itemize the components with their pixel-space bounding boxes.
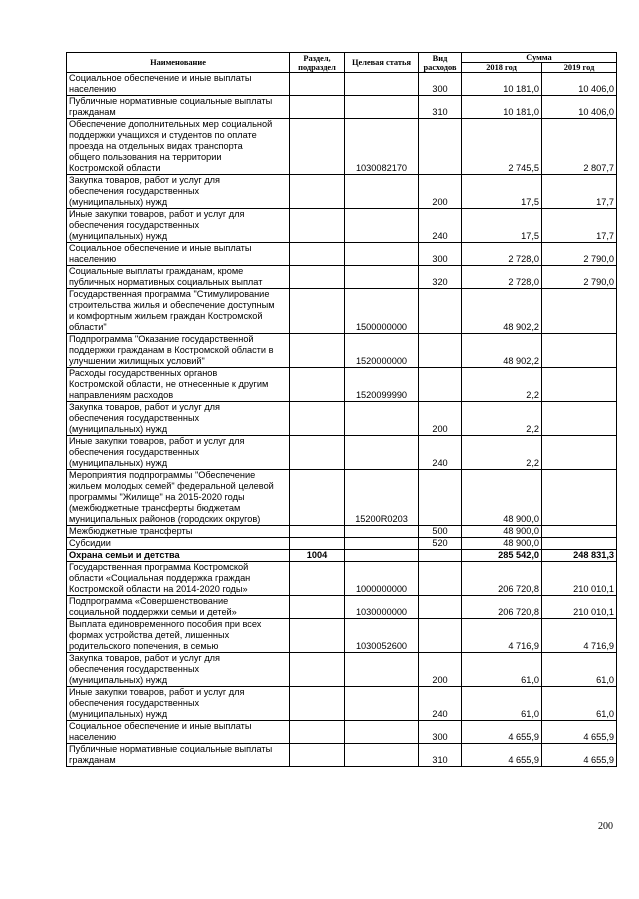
- row-name-cell: Выплата единовременного пособия при всех формах устройства детей, лишенных родительского попечения, в семью: [67, 619, 290, 653]
- table-row: [67, 402, 617, 436]
- row-section-cell: [290, 687, 345, 721]
- header-expense-type: Вид расходов: [419, 53, 462, 73]
- row-target-cell: [345, 243, 419, 266]
- row-section-cell: [290, 744, 345, 767]
- row-sum-2019-cell: [542, 436, 617, 470]
- row-sum-2018-cell: 10 181,0: [462, 73, 542, 96]
- row-sum-2018-cell: 206 720,8: [462, 596, 542, 619]
- row-section-cell: [290, 538, 345, 550]
- row-section-cell: [290, 289, 345, 334]
- row-sum-2019-cell: 210 010,1: [542, 562, 617, 596]
- table-row: [67, 368, 617, 402]
- row-sum-2018-cell: 48 902,2: [462, 289, 542, 334]
- row-name-cell: Публичные нормативные социальные выплаты гражданам: [67, 744, 290, 767]
- row-expense-type-cell: [419, 470, 462, 526]
- row-section-cell: [290, 368, 345, 402]
- row-section-cell: [290, 402, 345, 436]
- row-sum-2019-cell: 10 406,0: [542, 73, 617, 96]
- row-expense-type-cell: 240: [419, 687, 462, 721]
- row-sum-2018-cell: 4 716,9: [462, 619, 542, 653]
- row-name-cell: Социальное обеспечение и иные выплаты населению: [67, 73, 290, 96]
- row-expense-type-cell: 300: [419, 721, 462, 744]
- table-row: [67, 119, 617, 175]
- row-section-cell: [290, 721, 345, 744]
- row-target-cell: 1520000000: [345, 334, 419, 368]
- row-target-cell: [345, 209, 419, 243]
- row-expense-type-cell: 200: [419, 175, 462, 209]
- row-name-cell: Расходы государственных органов Костромской области, не отнесенные к другим направлениям расходов: [67, 368, 290, 402]
- row-name-cell: Закупка товаров, работ и услуг для обеспечения государственных (муниципальных) нужд: [67, 402, 290, 436]
- header-year-2019: 2019 год: [542, 63, 617, 73]
- table-row: [67, 744, 617, 767]
- row-sum-2018-cell: 61,0: [462, 653, 542, 687]
- table-row: [67, 538, 617, 550]
- header-section: Раздел, подраздел: [290, 53, 345, 73]
- table-row: [67, 334, 617, 368]
- row-section-cell: [290, 619, 345, 653]
- row-sum-2018-cell: 285 542,0: [462, 550, 542, 562]
- row-expense-type-cell: 310: [419, 96, 462, 119]
- row-expense-type-cell: 320: [419, 266, 462, 289]
- row-sum-2019-cell: 17,7: [542, 209, 617, 243]
- row-sum-2018-cell: 17,5: [462, 175, 542, 209]
- row-sum-2019-cell: [542, 402, 617, 436]
- row-target-cell: 1520099990: [345, 368, 419, 402]
- row-section-cell: [290, 562, 345, 596]
- table-row: [67, 243, 617, 266]
- row-name-cell: Закупка товаров, работ и услуг для обеспечения государственных (муниципальных) нужд: [67, 653, 290, 687]
- row-name-cell: Государственная программа "Стимулирование строительства жилья и обеспечение доступным и комфортным жильем граждан Костромской области": [67, 289, 290, 334]
- row-target-cell: [345, 402, 419, 436]
- row-target-cell: 1000000000: [345, 562, 419, 596]
- row-sum-2019-cell: 210 010,1: [542, 596, 617, 619]
- row-target-cell: [345, 436, 419, 470]
- row-expense-type-cell: [419, 562, 462, 596]
- row-sum-2018-cell: 2 745,5: [462, 119, 542, 175]
- row-section-cell: [290, 596, 345, 619]
- budget-table: [66, 52, 617, 767]
- row-target-cell: 1030052600: [345, 619, 419, 653]
- table-row: [67, 209, 617, 243]
- table-row: [67, 619, 617, 653]
- table-body: [67, 73, 617, 767]
- row-sum-2018-cell: 2,2: [462, 436, 542, 470]
- row-section-cell: 1004: [290, 550, 345, 562]
- row-expense-type-cell: 240: [419, 209, 462, 243]
- row-name-cell: Иные закупки товаров, работ и услуг для обеспечения государственных (муниципальных) нужд: [67, 436, 290, 470]
- row-name-cell: Социальные выплаты гражданам, кроме публичных нормативных социальных выплат: [67, 266, 290, 289]
- row-sum-2018-cell: 10 181,0: [462, 96, 542, 119]
- row-target-cell: 15200R0203: [345, 470, 419, 526]
- table-row: [67, 687, 617, 721]
- row-sum-2019-cell: [542, 538, 617, 550]
- row-target-cell: [345, 73, 419, 96]
- row-sum-2018-cell: 48 902,2: [462, 334, 542, 368]
- table-row: [67, 470, 617, 526]
- row-sum-2019-cell: 61,0: [542, 653, 617, 687]
- row-name-cell: Обеспечение дополнительных мер социальной поддержки учащихся и студентов по оплате проезда на отдельных видах транспорта общего пользования на территории Костромской области: [67, 119, 290, 175]
- row-sum-2019-cell: 2 807,7: [542, 119, 617, 175]
- row-sum-2019-cell: 2 790,0: [542, 243, 617, 266]
- row-sum-2019-cell: 4 716,9: [542, 619, 617, 653]
- row-sum-2018-cell: 2,2: [462, 368, 542, 402]
- row-expense-type-cell: [419, 334, 462, 368]
- row-sum-2019-cell: 4 655,9: [542, 744, 617, 767]
- row-sum-2019-cell: 248 831,3: [542, 550, 617, 562]
- row-target-cell: [345, 721, 419, 744]
- row-sum-2018-cell: 48 900,0: [462, 470, 542, 526]
- row-sum-2018-cell: 206 720,8: [462, 562, 542, 596]
- row-sum-2018-cell: 61,0: [462, 687, 542, 721]
- row-section-cell: [290, 436, 345, 470]
- row-expense-type-cell: [419, 619, 462, 653]
- row-sum-2018-cell: 48 900,0: [462, 526, 542, 538]
- row-section-cell: [290, 653, 345, 687]
- row-section-cell: [290, 96, 345, 119]
- row-expense-type-cell: [419, 596, 462, 619]
- row-expense-type-cell: [419, 289, 462, 334]
- row-sum-2019-cell: [542, 368, 617, 402]
- row-target-cell: [345, 96, 419, 119]
- row-section-cell: [290, 334, 345, 368]
- row-name-cell: Подпрограмма "Оказание государственной поддержки гражданам в Костромской области в улучшении жилищных условий": [67, 334, 290, 368]
- table-row: [67, 562, 617, 596]
- table-row: [67, 436, 617, 470]
- row-name-cell: Субсидии: [67, 538, 290, 550]
- table-row: [67, 289, 617, 334]
- row-name-cell: Публичные нормативные социальные выплаты гражданам: [67, 96, 290, 119]
- row-section-cell: [290, 73, 345, 96]
- row-name-cell: Иные закупки товаров, работ и услуг для обеспечения государственных (муниципальных) нужд: [67, 687, 290, 721]
- table-row: [67, 96, 617, 119]
- row-sum-2019-cell: 61,0: [542, 687, 617, 721]
- row-section-cell: [290, 119, 345, 175]
- row-sum-2018-cell: 48 900,0: [462, 538, 542, 550]
- header-sum: Сумма: [462, 53, 617, 63]
- row-target-cell: [345, 687, 419, 721]
- row-sum-2019-cell: [542, 470, 617, 526]
- table-row: [67, 175, 617, 209]
- row-expense-type-cell: 200: [419, 653, 462, 687]
- row-section-cell: [290, 243, 345, 266]
- row-sum-2019-cell: 10 406,0: [542, 96, 617, 119]
- row-expense-type-cell: 240: [419, 436, 462, 470]
- row-expense-type-cell: 520: [419, 538, 462, 550]
- header-year-2018: 2018 год: [462, 63, 542, 73]
- row-target-cell: 1500000000: [345, 289, 419, 334]
- row-target-cell: [345, 526, 419, 538]
- row-sum-2018-cell: 4 655,9: [462, 744, 542, 767]
- row-section-cell: [290, 209, 345, 243]
- row-expense-type-cell: 300: [419, 73, 462, 96]
- row-name-cell: Государственная программа Костромской области «Социальная поддержка граждан Костромской области на 2014-2020 годы»: [67, 562, 290, 596]
- row-sum-2018-cell: 2,2: [462, 402, 542, 436]
- row-sum-2019-cell: [542, 526, 617, 538]
- row-target-cell: 1030000000: [345, 596, 419, 619]
- row-sum-2018-cell: 2 728,0: [462, 266, 542, 289]
- row-section-cell: [290, 175, 345, 209]
- row-target-cell: [345, 538, 419, 550]
- row-expense-type-cell: [419, 368, 462, 402]
- table-row: [67, 526, 617, 538]
- row-name-cell: Межбюджетные трансферты: [67, 526, 290, 538]
- row-section-cell: [290, 470, 345, 526]
- table-row: [67, 73, 617, 96]
- row-name-cell: Закупка товаров, работ и услуг для обеспечения государственных (муниципальных) нужд: [67, 175, 290, 209]
- row-name-cell: Иные закупки товаров, работ и услуг для обеспечения государственных (муниципальных) нужд: [67, 209, 290, 243]
- row-name-cell: Социальное обеспечение и иные выплаты населению: [67, 721, 290, 744]
- row-name-cell: Мероприятия подпрограммы "Обеспечение жильем молодых семей" федеральной целевой программы "Жилище" на 2015-2020 годы (межбюджетные трансферты бюджетам муниципальных районов (городских округов): [67, 470, 290, 526]
- row-name-cell: Социальное обеспечение и иные выплаты населению: [67, 243, 290, 266]
- row-name-cell: Подпрограмма «Совершенствование социальной поддержки семьи и детей»: [67, 596, 290, 619]
- row-target-cell: 1030082170: [345, 119, 419, 175]
- row-section-cell: [290, 266, 345, 289]
- row-expense-type-cell: 200: [419, 402, 462, 436]
- row-sum-2019-cell: [542, 334, 617, 368]
- row-sum-2018-cell: 2 728,0: [462, 243, 542, 266]
- row-target-cell: [345, 744, 419, 767]
- row-expense-type-cell: 310: [419, 744, 462, 767]
- row-expense-type-cell: 500: [419, 526, 462, 538]
- row-sum-2019-cell: [542, 289, 617, 334]
- table-row: [67, 596, 617, 619]
- row-section-cell: [290, 526, 345, 538]
- row-sum-2019-cell: 4 655,9: [542, 721, 617, 744]
- row-target-cell: [345, 175, 419, 209]
- row-name-cell: Охрана семьи и детства: [67, 550, 290, 562]
- header-name: Наименование: [67, 53, 290, 73]
- row-target-cell: [345, 266, 419, 289]
- row-target-cell: [345, 550, 419, 562]
- row-expense-type-cell: 300: [419, 243, 462, 266]
- row-sum-2018-cell: 17,5: [462, 209, 542, 243]
- row-expense-type-cell: [419, 550, 462, 562]
- row-expense-type-cell: [419, 119, 462, 175]
- table-row: [67, 550, 617, 562]
- page-number: 200: [598, 821, 613, 832]
- row-sum-2019-cell: 17,7: [542, 175, 617, 209]
- row-sum-2018-cell: 4 655,9: [462, 721, 542, 744]
- table-row: [67, 266, 617, 289]
- row-target-cell: [345, 653, 419, 687]
- table-row: [67, 653, 617, 687]
- row-sum-2019-cell: 2 790,0: [542, 266, 617, 289]
- header-target: Целевая статья: [345, 53, 419, 73]
- table-row: [67, 721, 617, 744]
